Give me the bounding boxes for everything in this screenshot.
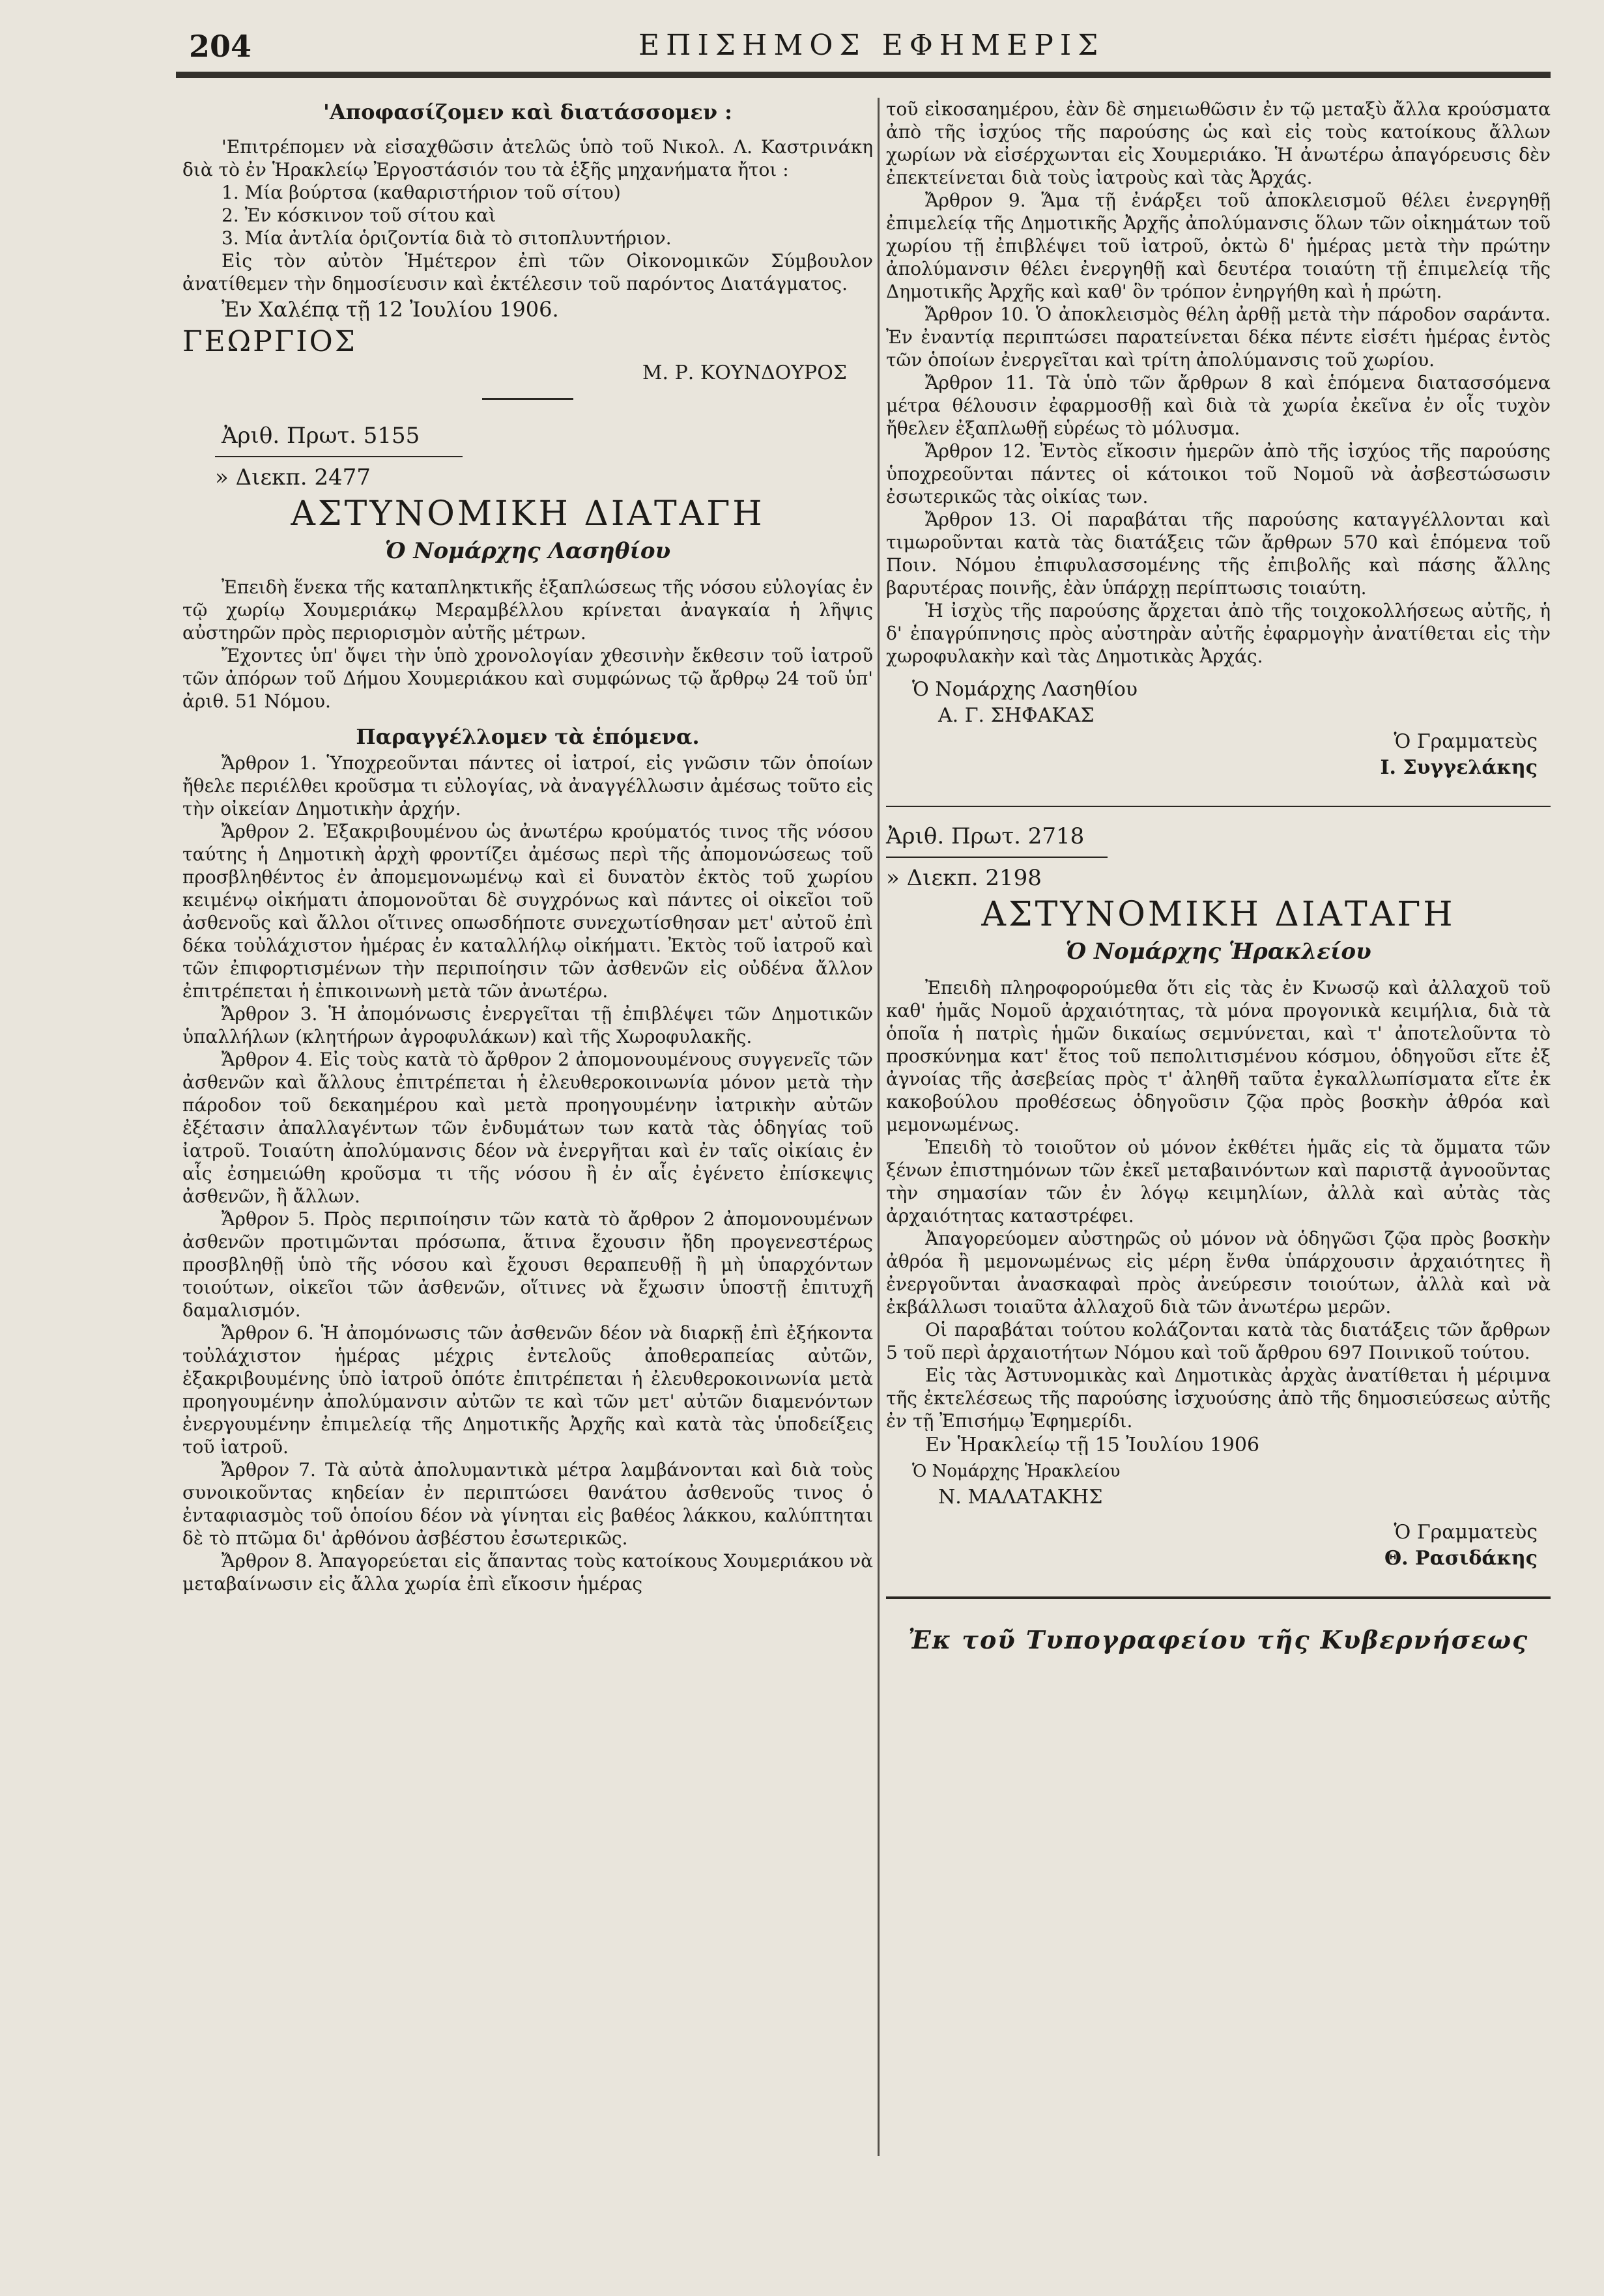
diekp-number: » Διεκπ. 2198: [886, 865, 1042, 891]
footer-rule: [886, 1596, 1551, 1599]
prefect-name: Α. Γ. ΣΗΦΑΚΑΣ: [938, 704, 1095, 727]
section-rule: [886, 806, 1551, 807]
protocol-number: Ἀριθ. Πρωτ. 2718: [886, 823, 1085, 849]
article: Ἄρθρον 4. Εἰς τοὺς κατὰ τὸ ἄρθρον 2 ἀπομονουμένους συγγενεῖς τῶν ἀσθενῶν καὶ ἄλλους ἐπιτρέπεται ἡ ἐλευθεροκοινωνία μόνον μετὰ τὴν πάροδον τοῦ δεκαημέρου καὶ μετὰ προηγουμένην ἰατρικὴν αὐτῶν ἐξέτασιν ἀπαλλαγέντων τῶν ἐνδυμάτων των κατὰ τὰς ὁδηγίας τοῦ ἰατροῦ. Τοιαύτη ἀπολύμανσις δέον νὰ ἐνεργῆται καὶ ἐν ταῖς οἰκίαις ἐν αἷς ἐσημειώθη κροῦσμα τι τῆς νόσου ἢ ἐν αἷς ἐγένετο ἐπίσκεψις ἀσθενῶν, ἢ ἄλλων.: [182, 1049, 873, 1207]
decree-item: 2. Ἐν κόσκινον τοῦ σίτου καὶ: [222, 205, 496, 226]
protocol-rule: [215, 456, 463, 457]
secretary-title: Ὁ Γραμματεὺς: [1394, 730, 1538, 753]
order-subtitle: Ὁ Νομάρχης Λασηθίου: [384, 538, 671, 564]
article: Ἄρθρον 9. Ἅμα τῇ ἐνάρξει τοῦ ἀποκλεισμοῦ θέλει ἐνεργηθῇ ἐπιμελείᾳ τῆς Δημοτικῆς Ἀρχῆς ἀπολύμανσις ὅλων τῶν οἰκημάτων τοῦ χωρίου τῇ ἐπιβλέψει τοῦ ἰατροῦ, ὀκτὼ δ' ἡμέρας μετὰ τὴν πρώτην ἀπολύμανσιν θέλει ἐνεργηθῇ καὶ δευτέρα τοιαύτη τῇ ἐπιμελείᾳ τῆς Δημοτικῆς Ἀρχῆς καὶ καθ' ὃν τρόπον ἐνηργήθη καὶ ἡ πρώτη.: [886, 190, 1551, 302]
prefect-title: Ὁ Νομάρχης Ἡρακλείου: [912, 1462, 1121, 1481]
decree-item: 3. Μία ἀντλία ὁριζοντία διὰ τὸ σιτοπλυντήριον.: [222, 227, 672, 249]
right-column: [886, 98, 1551, 1681]
king-signature: ΓΕΩΡΓΙΟΣ: [182, 325, 357, 358]
article: Ἄρθρον 8. Ἀπαγορεύεται εἰς ἅπαντας τοὺς κατοίκους Χουμεριάκου νὰ μεταβαίνωσιν εἰς ἄλλα χωρία ἐπὶ εἴκοσιν ἡμέρας: [182, 1550, 873, 1594]
protocol-number: Ἀριθ. Πρωτ. 5155: [222, 423, 420, 449]
page-number: 204: [189, 29, 252, 64]
article: Ἄρθρον 3. Ἡ ἀπομόνωσις ἐνεργεῖται τῇ ἐπιβλέψει τῶν Δημοτικῶν ὑπαλλήλων (κλητήρων ἀγροφυλάκων) καὶ τῆς Χωροφυλακῆς.: [182, 1003, 873, 1047]
prefect-name: Ν. ΜΑΛΑΤΑΚΗΣ: [938, 1486, 1103, 1509]
secretary-title: Ὁ Γραμματεὺς: [1394, 1521, 1538, 1544]
decree-paragraph: 'Επιτρέπομεν νὰ εἰσαχθῶσιν ἀτελῶς ὑπὸ τοῦ Νικολ. Λ. Καστρινάκη διὰ τὸ ἐν Ἡρακλείῳ Ἐργοστάσιόν του τὰ ἑξῆς μηχανήματα ἤτοι :: [182, 136, 873, 180]
article: Ἄρθρον 2. Ἐξακριβουμένου ὡς ἀνωτέρω κρούματός τινος τῆς νόσου ταύτης ἡ Δημοτικὴ ἀρχὴ φροντίζει ἀμέσως περὶ τῆς ἀπομονώσεως τοῦ προσβληθέντος ἐν ἀπομεμονωμένῳ καὶ εἰ δυνατὸν ἐκτὸς τοῦ χωρίου κειμένῳ οἰκήματι ἀπομονοῦται δὲ συγχρόνως καὶ πάντες οἱ οἰκεῖοι τοῦ ἀσθενοῦς καὶ ἄλλοι οἵτινες οπωσδήποτε συνεχωτίσθησαν μετ' αὐτοῦ ἐπὶ δέκα τοὐλάχιστον ἡμέρας ἐν καταλλήλῳ οἰκήματι. Ἐκτὸς τοῦ ἰατροῦ καὶ τῶν ἐπιφορτισμένων τὴν περιποίησιν τῶν ἀσθενῶν εἰς οὐδένα ἄλλον ἐπιτρέπεται ἡ ἐπικοινωνὴ μετὰ τῶν ἀνωτέρω.: [182, 821, 873, 1002]
order-date: Εν Ἡρακλείῳ τῇ 15 Ἰουλίου 1906: [925, 1434, 1260, 1456]
decree-date: Ἐν Χαλέπᾳ τῇ 12 Ἰουλίου 1906.: [222, 297, 559, 322]
article: Ἄρθρον 5. Πρὸς περιποίησιν τῶν κατὰ τὸ ἄρθρον 2 ἀπομονουμένων ἀσθενῶν προτιμῶνται πρόσωπα, ἅτινα ἔχουσιν ἤδη προγενεστέρως προσβληθῇ ὑπὸ τῆς νόσου καὶ ἔχουσι θεραπευθῇ ἢ μὴ ὑπαρχόντων τοιούτων, οἰκεῖοι τῶν ἀσθενῶν, οἵτινες νὰ ἔχωσιν ὑποστῇ ἐπιτυχῆ δαμαλισμόν.: [182, 1208, 873, 1321]
order-title: ΑΣΤΥΝΟΜΙΚΗ ΔΙΑΤΑΓΗ: [291, 494, 765, 533]
article: Ἄρθρον 12. Ἐντὸς εἴκοσιν ἡμερῶν ἀπὸ τῆς ἰσχύος τῆς παρούσης ὑποχρεοῦνται πάντες οἱ κάτοικοι τοῦ Νομοῦ νὰ ἀσβεστώσωσιν ἐσωτερικῶς τὰς οἰκίας των.: [886, 440, 1551, 507]
order-subtitle: Ὁ Νομάρχης Ἡρακλείου: [1065, 939, 1371, 965]
order-paragraph: Εἰς τὰς Ἀστυνομικὰς καὶ Δημοτικὰς ἀρχὰς ἀνατίθεται ἡ μέριμνα τῆς ἐκτελέσεως τῆς παρούσης ἰσχυούσης ἀπὸ τῆς δημοσιεύσεως αὐτῆς ἐν τῇ Ἐπισήμῳ Ἐφημερίδι.: [886, 1365, 1551, 1432]
decree-item: 1. Μία βούρτσα (καθαριστήριον τοῦ σίτου): [222, 182, 621, 203]
minister-signature: Μ. Ρ. ΚΟΥΝΔΟΥΡΟΣ: [642, 361, 847, 384]
article: Ἄρθρον 1. Ὑποχρεοῦνται πάντες οἱ ἰατροί, εἰς γνῶσιν τῶν ὁποίων ἤθελε περιέλθει κροῦσμα τι εὐλογίας, νὰ ἀναγγέλλωσιν ἀμέσως τοῦτο εἰς τὴν οἰκείαν Δημοτικὴν ἀρχήν.: [182, 752, 873, 819]
decree-heading: 'Αποφασίζομεν καὶ διατάσσομεν :: [323, 100, 732, 124]
order-paragraph: Οἱ παραβάται τούτου κολάζονται κατὰ τὰς διατάξεις τῶν ἄρθρων 5 τοῦ περὶ ἀρχαιοτήτων Νόμου καὶ τοῦ ἄρθρου 697 Ποινικοῦ τούτου.: [886, 1319, 1551, 1363]
order-heading: Παραγγέλλομεν τὰ ἑπόμενα.: [356, 724, 700, 749]
protocol-rule: [886, 857, 1108, 858]
secretary-name: Θ. Ρασιδάκης: [1384, 1547, 1538, 1570]
order-paragraph: Ἐπειδὴ πληροφορούμεθα ὅτι εἰς τὰς ἐν Κνωσῷ καὶ ἀλλαχοῦ τοῦ καθ' ἡμᾶς Νομοῦ ἀρχαιότητας, τὰ μόνα προγονικὰ κειμήλια, διὰ τὰ ὁποῖα ἡ πατρὶς ἡμῶν δικαίως σεμνύνεται, καὶ τ' ἀποτελοῦντα τὸ προσκύνημα κατ' ἔτος τοῦ πεπολιτισμένου κόσμου, ὁδηγοῦσι εἴτε ἐξ ἀγνοίας τῆς ἀσεβείας πρὸς τ' ἀληθῆ ταῦτα ἐγκαλλωπίσματα εἴτε ἐκ κακοβούλου προθέσεως ὁδηγοῦσιν ζῷα πρὸς βοσκὴν ἀθρόα καὶ μεμονωμένως.: [886, 977, 1551, 1135]
article: Ἄρθρον 10. Ὁ ἀποκλεισμὸς θέλη ἀρθῇ μετὰ τὴν πάροδον σαράντα. Ἐν ἐναντίᾳ περιπτώσει παρατείνεται δέκα πέντε εἰσέτι ἡμέρας ἐντὸς τῶν ὁποίων ἐνεργεῖται καὶ τρίτη ἀπολύμανσις τοῦ χωρίου.: [886, 304, 1551, 371]
order-paragraph: Ἐπειδὴ τὸ τοιοῦτον οὐ μόνον ἐκθέτει ἡμᾶς εἰς τὰ ὄμματα τῶν ξένων ἐπιστημόνων τῶν ἐκεῖ μεταβαινόντων καὶ παριστᾷ ἀγνοοῦντας τὴν σημασίαν τῶν ἐν λόγῳ κειμηλίων, ἀλλὰ καὶ αὐτὰς τὰς ἀρχαιότητας καταστρέφει.: [886, 1137, 1551, 1226]
order-paragraph: Ἀπαγορεύομεν αὐστηρῶς οὐ μόνον νὰ ὁδηγῶσι ζῷα πρὸς βοσκὴν ἀθρόα ἢ μεμονωμένως εἰς μέρη ἔνθα ὑπάρχουσιν ἀρχαιότητες ἢ ἐνεργοῦνται ἀνασκαφαὶ πρὸς ἀνεύρεσιν τοιούτων, ἀλλὰ καὶ νὰ ἐκβάλλωσι τοιαῦτα ἀλλαχοῦ διὰ τῶν ἀνωτέρω μερῶν.: [886, 1228, 1551, 1318]
masthead-title: ΕΠΙΣΗΜΟΣ ΕΦΗΜΕΡΙΣ: [638, 29, 1105, 62]
column-divider: [878, 98, 880, 2156]
article: Ἄρθρον 13. Οἱ παραβάται τῆς παρούσης καταγγέλλονται καὶ τιμωροῦνται κατὰ τὰς διατάξεις τῶν ἄρθρων 570 καὶ ἑπόμενα τοῦ Ποιν. Νόμου ἐπιφυλασσομένης τῆς ἐπιβολῆς καὶ πάσης ἄλλης βαρυτέρας ποινῆς, ἐὰν ὑπάρχῃ περίπτωσις τοιαύτη.: [886, 509, 1551, 599]
secretary-name: Ι. Συγγελάκης: [1380, 756, 1538, 779]
continuation-paragraph: τοῦ εἰκοσαημέρου, ἐὰν δὲ σημειωθῶσιν ἐν τῷ μεταξὺ ἄλλα κρούσματα ἀπὸ τῆς ἰσχύος τῆς παρούσης ὡς καὶ εἰς τοὺς κατοίκους ἄλλων χωρίων νὰ εἰσέρχωνται εἰς Χουμεριάκο. Ἡ ἀνωτέρω ἀπαγόρευσις δὲν ἐπεκτείνεται διὰ τοὺς ἰατροὺς καὶ τὰς Ἀρχάς.: [886, 98, 1551, 188]
article: Ἡ ἰσχὺς τῆς παρούσης ἄρχεται ἀπὸ τῆς τοιχοκολλήσεως αὐτῆς, ἡ δ' ἐπαγρύπνησις πρὸς αὐστηρὰν αὐτῆς ἐφαρμογὴν ἀνατίθεται εἰς τὴν χωροφυλακὴν καὶ τὰς Δημοτικὰς Ἀρχάς.: [886, 600, 1551, 667]
decree-paragraph: Εἰς τὸν αὐτὸν Ἡμέτερον ἐπὶ τῶν Οἰκονομικῶν Σύμβουλον ἀνατίθεμεν τὴν δημοσίευσιν καὶ ἐκτέλεσιν τοῦ παρόντος Διατάγματος.: [182, 250, 873, 294]
order-intro-paragraph: Ἐπειδὴ ἕνεκα τῆς καταπληκτικῆς ἐξαπλώσεως τῆς νόσου εὐλογίας ἐν τῷ χωρίῳ Χουμεριάκῳ Μεραμβέλλου κρίνεται ἀναγκαία ἡ λῆψις αὐστηρῶν πρὸς περιορισμὸν αὐτῆς μέτρων.: [182, 576, 873, 644]
left-column: [182, 98, 873, 1595]
diekp-number: » Διεκπ. 2477: [215, 464, 371, 490]
prefect-title: Ὁ Νομάρχης Λασηθίου: [912, 678, 1138, 701]
order-title: ΑΣΤΥΝΟΜΙΚΗ ΔΙΑΤΑΓΗ: [981, 895, 1455, 934]
article: Ἄρθρον 6. Ἡ ἀπομόνωσις τῶν ἀσθενῶν δέον νὰ διαρκῇ ἐπὶ ἐξήκοντα τοὐλάχιστον ἡμέρας μέχρις ἐντελοῦς ἀποθεραπείας αὐτῶν, ἐξακριβουμένης ὑπὸ ἰατροῦ ὁπότε ἐπιτρέπεται ἡ ἐλευθεροκοινωνία μετὰ προηγουμένην ἀπολύμανσιν αὐτῶν τε καὶ τῶν μετ' αὐτῶν διαμενόντων ἐνεργουμένην ἐπιμελείᾳ τῆς Δημοτικῆς Ἀρχῆς καὶ κατὰ τὰς ὑποδείξεις τοῦ ἰατροῦ.: [182, 1322, 873, 1458]
article: Ἄρθρον 7. Τὰ αὐτὰ ἀπολυμαντικὰ μέτρα λαμβάνονται καὶ διὰ τοὺς συνοικοῦντας κηδείαν ἐν περιπτώσει θανάτου ἀσθενοῦς τινος ὁ ἐνταφιασμὸς τοῦ ὁποίου δέον νὰ γίνηται εἰς βαθέος λάκκου, καλύπτηται δὲ τὸ πτῶμα δι' ἀρθόνου ἀσβέστου ἐσωτερικῶς.: [182, 1459, 873, 1549]
article: Ἄρθρον 11. Τὰ ὑπὸ τῶν ἄρθρων 8 καὶ ἑπόμενα διατασσόμενα μέτρα θέλουσιν ἐφαρμοσθῇ καὶ διὰ τὰ χωρία ἐκεῖνα ἐν οἷς τυχὸν ἤθελεν ἐξαπλωθῇ εὑρέως τὸ μόλυσμα.: [886, 372, 1551, 439]
header-rule: [176, 72, 1551, 78]
separator: [482, 398, 573, 400]
printer-footer: Ἐκ τοῦ Τυπογραφείου τῆς Κυβερνήσεως: [908, 1625, 1529, 1654]
order-intro-paragraph: Ἔχοντες ὑπ' ὄψει τὴν ὑπὸ χρονολογίαν χθεσινὴν ἔκθεσιν τοῦ ἰατροῦ τῶν ἀπόρων τοῦ Δήμου Χουμεριάκου καὶ συμφώνως τῷ ἄρθρῳ 24 τοῦ ὑπ' ἀριθ. 51 Νόμου.: [182, 645, 873, 712]
